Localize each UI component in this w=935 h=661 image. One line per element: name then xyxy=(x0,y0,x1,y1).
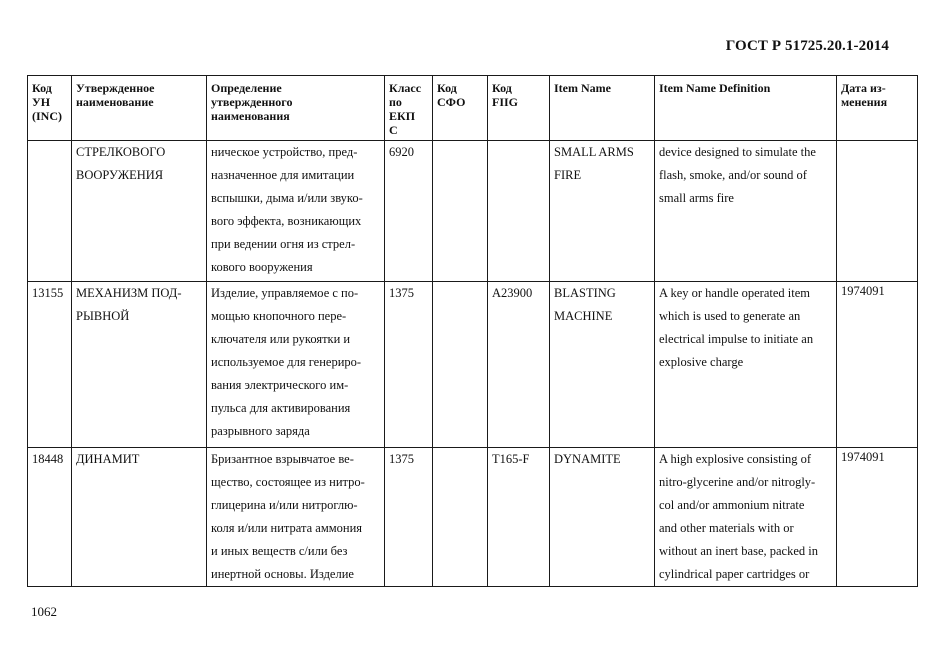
cell-item-definition xyxy=(655,448,837,587)
cell-line: вания электрического им- xyxy=(211,378,349,392)
header-line: СФО xyxy=(437,95,466,109)
header-line: наименования xyxy=(211,109,290,123)
header-line: Класс xyxy=(389,81,422,95)
cell-class xyxy=(385,141,433,282)
cell-line: DYNAMITE xyxy=(554,452,621,466)
table-row xyxy=(28,141,918,282)
header-line: Утвержденное xyxy=(76,81,155,95)
header-line: Item Name Definition xyxy=(659,81,771,95)
cell-fiig xyxy=(488,282,550,448)
cell-value: T165-F xyxy=(492,452,530,466)
cell-item-definition xyxy=(655,141,837,282)
cell-fiig xyxy=(488,448,550,587)
cell-value: 1375 xyxy=(389,452,414,466)
cell-line: инертной основы. Изделие xyxy=(211,567,354,581)
cell-line: Изделие, управляемое с по- xyxy=(211,286,359,300)
header-col-item-name xyxy=(550,76,655,141)
specification-table xyxy=(27,75,918,587)
header-col-sfo xyxy=(433,76,488,141)
cell-line: глицерина и/или нитроглю- xyxy=(211,498,358,512)
cell-date xyxy=(837,282,918,448)
cell-line: кового вооружения xyxy=(211,260,313,274)
cell-class xyxy=(385,282,433,448)
cell-value: 18448 xyxy=(32,452,64,466)
header-line: FIIG xyxy=(492,95,519,109)
header-col-date xyxy=(837,76,918,141)
header-line: Определение xyxy=(211,81,282,95)
table-body xyxy=(28,141,918,587)
header-col-code-inc xyxy=(28,76,72,141)
cell-definition xyxy=(207,141,385,282)
cell-sfo xyxy=(433,448,488,587)
cell-date xyxy=(837,448,918,587)
cell-value: 13155 xyxy=(32,286,64,300)
cell-line: A high explosive consisting of xyxy=(659,452,812,466)
header-line: (INC) xyxy=(32,109,62,123)
document-code: ГОСТ Р 51725.20.1-2014 xyxy=(725,38,889,54)
header-col-definition xyxy=(207,76,385,141)
header-row xyxy=(28,76,918,141)
cell-line: ДИНАМИТ xyxy=(76,452,140,466)
cell-approved-name xyxy=(72,282,207,448)
cell-line: пульса для активирования xyxy=(211,401,351,415)
cell-line: Бризантное взрывчатое ве- xyxy=(211,452,354,466)
header-col-class xyxy=(385,76,433,141)
page-number: 1062 xyxy=(31,604,57,619)
cell-line: electrical impulse to initiate an xyxy=(659,332,814,346)
cell-code-inc xyxy=(28,448,72,587)
cell-line: FIRE xyxy=(554,168,582,182)
cell-item-name xyxy=(550,141,655,282)
header-line: Дата из- xyxy=(841,81,886,95)
cell-value: 1974091 xyxy=(841,284,885,298)
header-line: утвержденного xyxy=(211,95,293,109)
header-line: Код xyxy=(492,81,512,95)
cell-line: РЫВНОЙ xyxy=(76,309,130,323)
cell-line: используемое для генериро- xyxy=(211,355,362,369)
cell-line: MACHINE xyxy=(554,309,613,323)
table-row xyxy=(28,282,918,448)
table-row xyxy=(28,448,918,587)
header-line: наименование xyxy=(76,95,154,109)
cell-code-inc xyxy=(28,282,72,448)
cell-line: мощью кнопочного пере- xyxy=(211,309,347,323)
cell-line: col and/or ammonium nitrate xyxy=(659,498,805,512)
cell-date xyxy=(837,141,918,282)
cell-line: при ведении огня из стрел- xyxy=(211,237,356,251)
header-col-item-definition xyxy=(655,76,837,141)
cell-line: explosive charge xyxy=(659,355,744,369)
cell-line: without an inert base, packed in xyxy=(659,544,818,558)
cell-line: and other materials with or xyxy=(659,521,794,535)
cell-value: A23900 xyxy=(492,286,533,300)
cell-sfo xyxy=(433,141,488,282)
cell-line: BLASTING xyxy=(554,286,616,300)
cell-fiig xyxy=(488,141,550,282)
cell-definition xyxy=(207,282,385,448)
cell-line: коля и/или нитрата аммония xyxy=(211,521,363,535)
cell-line: ключателя или рукоятки и xyxy=(211,332,351,346)
cell-value: 1375 xyxy=(389,286,414,300)
cell-item-name xyxy=(550,282,655,448)
cell-code-inc xyxy=(28,141,72,282)
cell-line: назначенное для имитации xyxy=(211,168,355,182)
cell-approved-name xyxy=(72,141,207,282)
header-line: С xyxy=(389,123,398,137)
cell-line: small arms fire xyxy=(659,191,734,205)
header-line: ЕКП xyxy=(389,109,416,123)
table-header xyxy=(28,76,918,141)
header-line: Код xyxy=(437,81,457,95)
cell-value: 6920 xyxy=(389,145,414,159)
cell-line: вого эффекта, возникающих xyxy=(211,214,362,228)
header-line: Item Name xyxy=(554,81,611,95)
cell-line: which is used to generate an xyxy=(659,309,801,323)
cell-line: nitro-glycerine and/or nitrogly- xyxy=(659,475,816,489)
header-line: Код xyxy=(32,81,52,95)
cell-line: flash, smoke, and/or sound of xyxy=(659,168,807,182)
cell-line: ническое устройство, пред- xyxy=(211,145,358,159)
cell-value: 1974091 xyxy=(841,450,885,464)
cell-class xyxy=(385,448,433,587)
header-col-approved-name xyxy=(72,76,207,141)
header-line: по xyxy=(389,95,402,109)
cell-definition xyxy=(207,448,385,587)
cell-line: SMALL ARMS xyxy=(554,145,634,159)
cell-line: щество, состоящее из нитро- xyxy=(211,475,365,489)
header-line: менения xyxy=(841,95,888,109)
cell-line: cylindrical paper cartridges or xyxy=(659,567,810,581)
cell-item-definition xyxy=(655,282,837,448)
cell-line: разрывного заряда xyxy=(211,424,310,438)
cell-sfo xyxy=(433,282,488,448)
header-line: УН xyxy=(32,95,51,109)
cell-line: device designed to simulate the xyxy=(659,145,816,159)
cell-item-name xyxy=(550,448,655,587)
cell-line: A key or handle operated item xyxy=(659,286,810,300)
cell-line: ВООРУЖЕНИЯ xyxy=(76,168,164,182)
cell-line: МЕХАНИЗМ ПОД- xyxy=(76,286,182,300)
cell-line: вспышки, дыма и/или звуко- xyxy=(211,191,363,205)
cell-line: СТРЕЛКОВОГО xyxy=(76,145,166,159)
cell-approved-name xyxy=(72,448,207,587)
cell-line: и иных веществ с/или без xyxy=(211,544,348,558)
header-col-fiig xyxy=(488,76,550,141)
